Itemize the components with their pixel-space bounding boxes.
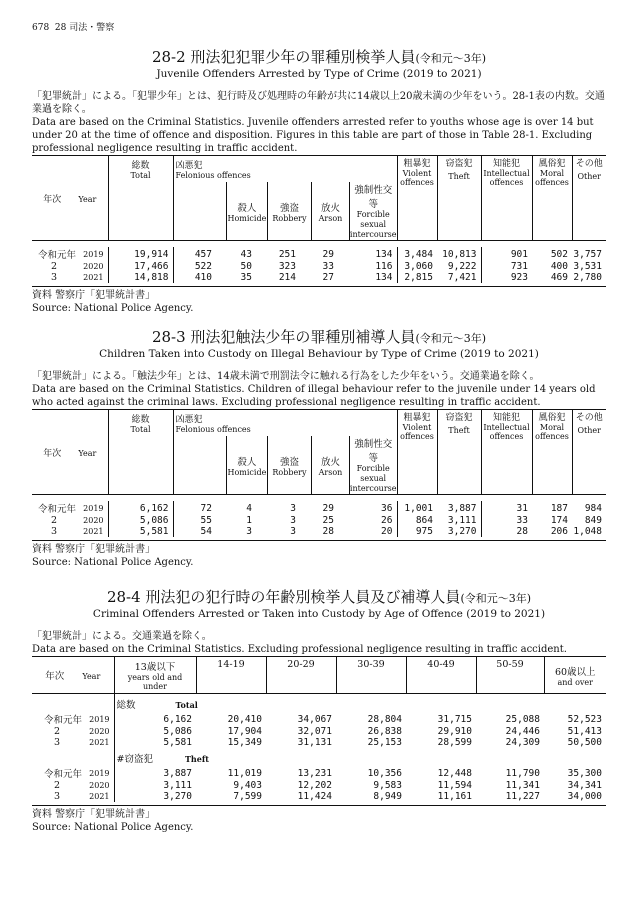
table-title-en: Juvenile Offenders Arrested by Type of Crime (2019 to 2021) [156, 68, 482, 80]
note-en: Data are based on the Criminal Statistics. Children of illegal behaviour refer to the juvenile under 14 years old who acted against the criminal laws. Excluding professional negligence resulting in traffic accident. [32, 384, 596, 408]
table-row: 2 2020 5,086 17,904 32,071 26,838 29,910 24,446 51,413 [53, 726, 602, 737]
table-row: 3 2021 5,581 54 3 3 28 20 975 3,270 28 206 1,048 [50, 526, 602, 537]
header-row: 年次 Year 13歳以下 years old and under 14-19 20-29 30-39 40-49 50-59 60歳以上 and over [32, 657, 606, 694]
col-theft: 窃盗犯 Theft [437, 156, 481, 241]
table-row: 2 2020 17,466 522 50 323 33 116 3,060 9,222 731 400 3,531 [50, 261, 602, 272]
table-row: 2 2020 3,111 9,403 12,202 9,583 11,594 11,341 34,341 [53, 780, 602, 791]
col-felonious: 凶悪犯 Felonious offences 殺人 Homicide 強盗 Robbery 放火 Arson 強制性交等 Forcible sexual intercourse [173, 156, 397, 241]
note-ja: 「犯罪統計」による。交通業過を除く。 [32, 631, 212, 642]
table-title-ja: 28-2 刑法犯犯罪少年の罪種別検挙人員(令和元〜3年) [151, 48, 487, 66]
crime-table [32, 409, 606, 541]
source-en: Source: National Police Agency. [32, 557, 194, 568]
group-header: #窃盗犯 Theft [32, 748, 606, 766]
page-number: 678 [32, 23, 50, 33]
table-title-en: Criminal Offenders Arrested or Taken into Custody by Age of Offence (2019 to 2021) [92, 608, 546, 620]
source-en: Source: National Police Agency. [32, 822, 194, 833]
col-moral: 風俗犯 Moral offences [532, 156, 572, 241]
source-ja: 資料 警察庁「犯罪統計書」 [32, 809, 156, 820]
table-row: 令和元年 2019 6,162 72 4 3 29 36 1,001 3,887 31 187 984 [37, 502, 602, 515]
section-28-3 [32, 326, 606, 569]
table-title-ja: 28-4 刑法犯の犯行時の年齢別検挙人員及び補導人員(令和元〜3年) [106, 588, 532, 606]
note-ja: 「犯罪統計」による。「触法少年」とは、14歳未満で刑罰法令に触れる行為をした少年をいう。交通業過を除く。 [32, 371, 540, 382]
header-row: 年次 Year 総数 Total 凶悪犯 Felonious offences 殺人 Homicide 強盗 Robbery 放火 Arson 強制性交等 Forcible sexual intercourse 粗暴犯 Violent offences 窃盗犯 Theft 知能犯 Intellectual offences 風俗犯 Moral offences その他 Other [32, 410, 606, 495]
source-en: Source: National Police Agency. [32, 303, 194, 314]
section-28-2 [32, 46, 606, 315]
col-other: その他 Other [572, 156, 606, 241]
running-header [32, 20, 114, 33]
group-header: 総数 Total [32, 694, 606, 713]
table-row: 3 2021 3,270 7,599 11,424 8,949 11,161 11,227 34,000 [53, 791, 602, 802]
table-row: 令和元年 2019 19,914 457 43 251 29 134 3,484 10,813 901 502 3,757 [37, 248, 602, 261]
table-row: 令和元年 2019 6,162 20,410 34,067 28,804 31,715 25,088 52,523 [43, 713, 602, 726]
col-year-ja: 年次 [43, 194, 62, 205]
table-title-ja: 28-3 刑法犯触法少年の罪種別補導人員(令和元〜3年) [151, 328, 487, 346]
table-row: 令和元年 2019 3,887 11,019 13,231 10,356 12,448 11,790 35,300 [43, 767, 602, 780]
col-violent: 粗暴犯 Violent offences [397, 156, 437, 241]
table-row: 3 2021 14,818 410 35 214 27 134 2,815 7,421 923 469 2,780 [50, 272, 602, 283]
col-intellectual: 知能犯 Intellectual offences [481, 156, 532, 241]
age-table [32, 656, 606, 806]
table-row: 2 2020 5,086 55 1 3 25 26 864 3,111 33 174 849 [50, 515, 602, 526]
table-row: 3 2021 5,581 15,349 31,131 25,153 28,599 24,309 50,500 [53, 737, 602, 748]
section-28-4 [32, 586, 606, 834]
col-year-en: Year [78, 194, 97, 204]
note-ja: 「犯罪統計」による。「犯罪少年」とは、犯行時及び処理時の年齢が共に14歳以上20歳未満の少年をいう。28-1表の内数。交通業過を除く。 [32, 91, 605, 115]
note-en: Data are based on the Criminal Statistics. Juvenile offenders arrested refer to youths whose age is over 14 but under 20 at the time of offence and disposition. Figures in this table are part of those in Table 28-1. Excluding professional negligence resulting in traffic accident. [32, 117, 594, 154]
header-row [32, 156, 606, 241]
crime-table [32, 155, 606, 287]
col-total: 総数 Total [108, 156, 173, 241]
source-ja: 資料 警察庁「犯罪統計書」 [32, 544, 156, 555]
table-title-en: Children Taken into Custody on Illegal Behaviour by Type of Crime (2019 to 2021) [99, 348, 539, 360]
chapter-title: 28 司法・警察 [54, 23, 115, 33]
note-en: Data are based on the Criminal Statistics. Excluding professional negligence resulting in traffic accident. [32, 644, 567, 655]
source-ja: 資料 警察庁「犯罪統計書」 [32, 290, 156, 301]
